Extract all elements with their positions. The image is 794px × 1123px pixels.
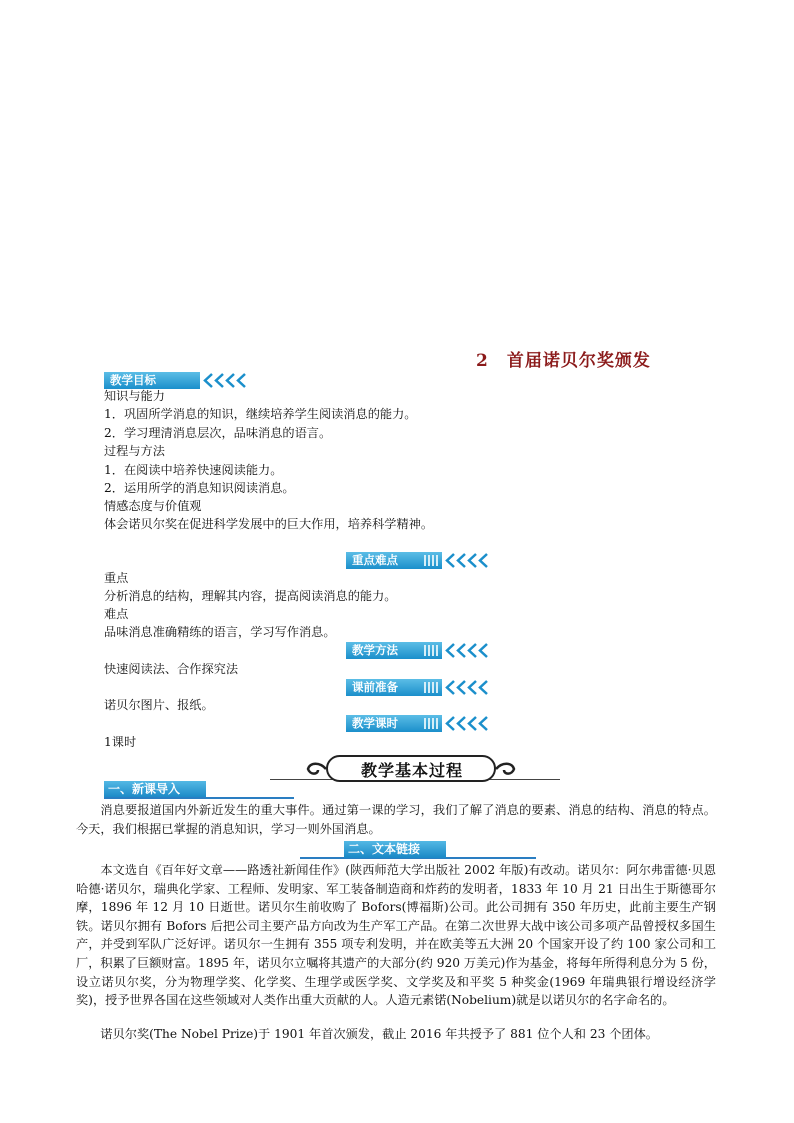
- hours-text: 1课时: [104, 735, 137, 749]
- tag-label: 教学方法: [352, 643, 398, 657]
- tag-prep: [346, 679, 442, 696]
- tag-label: 重点难点: [352, 553, 398, 567]
- tag-label: 课前准备: [352, 680, 398, 694]
- key-text: 品味消息准确精练的语言，学习写作消息。: [104, 625, 336, 639]
- intro-paragraph: 消息要报道国内外新近发生的重大事件。通过第一课的学习，我们了解了消息的要素、消息的结构、消息的特点。今天，我们根据已掌握的消息知识，学习一则外国消息。: [76, 803, 716, 836]
- objectives-item: 1．巩固所学消息的知识，继续培养学生阅读消息的能力。: [104, 407, 417, 421]
- section-label: 二、文本链接: [348, 842, 421, 856]
- section-underline: [104, 797, 294, 799]
- text-link-paragraph-nobel-prize: 诺贝尔奖(The Nobel Prize)于 1901 年首次颁发，截止 2016 年共授予了 881 位个人和 23 个团体。: [100, 1027, 658, 1041]
- swirl-right-icon: [494, 760, 518, 778]
- key-heading-focus: 重点: [104, 571, 129, 585]
- section-label: 一、新课导入: [108, 782, 181, 796]
- tag-label: 教学课时: [352, 716, 398, 730]
- objectives-item: 2．学习理清消息层次，品味消息的语言。: [104, 426, 332, 440]
- objectives-item: 1．在阅读中培养快速阅读能力。: [104, 463, 283, 477]
- tag-label: 教学目标: [110, 373, 156, 387]
- page-title: 2 首届诺贝尔奖颁发: [476, 351, 651, 371]
- text-link-paragraph: 本文选自《百年好文章——路透社新闻佳作》(陕西师范大学出版社 2002 年版)有改动。诺贝尔：阿尔弗雷德·贝恩哈德·诺贝尔，瑞典化学家、工程师、发明家、军工装备制造商和炸药的发明者，1833 年 10 月 21 日出生于斯德哥尔摩，1896 年 12 月 10 日逝世。诺贝尔生前收购了 Bofors(博福斯)公司。此公司拥有 350 年历史，此前主要生产钢铁。诺贝尔拥有 Bofors 后把公司主要产品方向改为生产军工产品。在第二次世界大战中该公司多项产品曾授权多国生产，并受到军队广泛好评。诺贝尔一生拥有 355 项专利发明，并在欧美等五大洲 20 个国家开设了约 100 家公司和工厂，积累了巨额财富。1895 年，诺贝尔立嘱将其遗产的大部分(约 920 万美元)作为基金，将每年所得利息分为 5 份，设立诺贝尔奖，分为物理学奖、化学奖、生理学或医学奖、文学奖及和平奖 5 种奖金(1969 年瑞典银行增设经济学奖)，授予世界各国在这些领域对人类作出重大贡献的人。人造元素锘(Nobelium)就是以诺贝尔的名字命名的。: [76, 863, 716, 1008]
- key-heading-difficulty: 难点: [104, 607, 129, 621]
- objectives-heading-emotion: 情感态度与价值观: [104, 499, 202, 513]
- objectives-heading-process: 过程与方法: [104, 444, 165, 458]
- tag-hours: [346, 715, 442, 732]
- objectives-heading-knowledge: 知识与能力: [104, 389, 165, 403]
- section-heading-intro: [104, 781, 206, 798]
- chevrons-icon: [442, 642, 488, 659]
- prep-text: 诺贝尔图片、报纸。: [104, 698, 214, 712]
- objectives-item: 2．运用所学的消息知识阅读消息。: [104, 481, 295, 495]
- tag-methods: [346, 642, 442, 659]
- banner-title: 教学基本过程: [360, 761, 463, 780]
- methods-text: 快速阅读法、合作探究法: [104, 662, 239, 676]
- section-heading-text-link: [344, 841, 446, 858]
- objectives-item: 体会诺贝尔奖在促进科学发展中的巨大作用，培养科学精神。: [104, 517, 434, 531]
- tag-key-points: [346, 552, 442, 569]
- swirl-left-icon: [304, 760, 328, 778]
- chevrons-icon: [442, 715, 488, 732]
- key-text: 分析消息的结构，理解其内容，提高阅读消息的能力。: [104, 589, 397, 603]
- chevrons-icon: [442, 552, 488, 569]
- chevrons-icon: [200, 372, 246, 389]
- chevrons-icon: [442, 679, 488, 696]
